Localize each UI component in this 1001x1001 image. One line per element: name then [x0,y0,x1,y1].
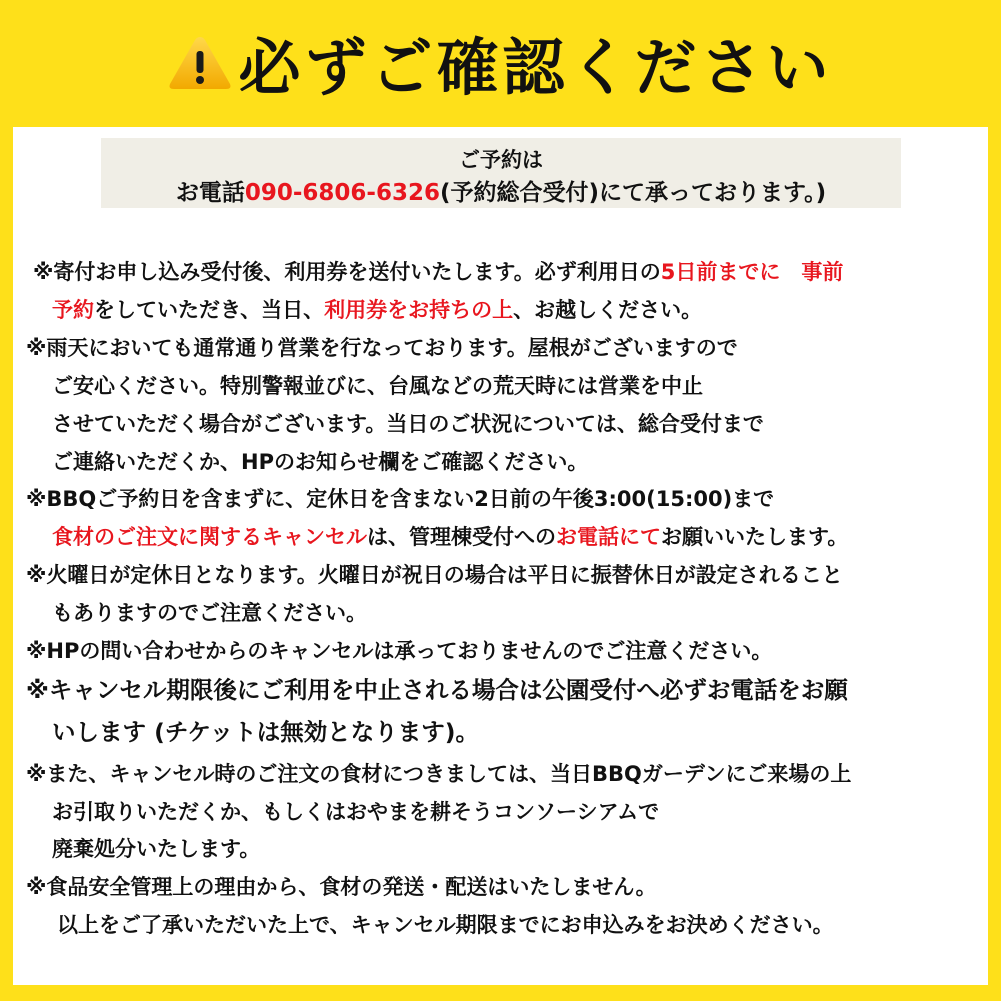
note-text: ※火曜日が定休日となります。火曜日が祝日の場合は平日に振替休日が設定されること [26,563,843,587]
note-line-17 [26,873,657,901]
note-text: いします (チケットは無効となります)。 [52,718,480,746]
note-text: お引取りいただくか、もしくはおやまを耕そうコンソーシアムで [52,800,660,824]
note-line-3 [26,334,738,362]
note-line-15 [52,798,659,826]
note-line-9 [26,561,843,589]
note-text: 、お越しください。 [513,298,703,322]
note-line-14 [26,760,851,788]
note-text: ※キャンセル期限後にご利用を中止される場合は公園受付へ必ずお電話をお願 [26,676,848,704]
highlight-text: お電話にて [556,525,661,549]
note-text: をしていただき、当日、 [94,298,325,322]
notice-prefix: お電話 [175,180,245,206]
note-line-1 [33,258,843,286]
note-line-10 [52,599,367,627]
note-text: ※BBQご予約日を含まずに、定休日を含まない2日前の午後3:00(15:00)まで [26,487,775,511]
note-text: させていただく場合がございます。当日のご状況については、総合受付まで [52,412,764,436]
note-line-12 [26,676,848,704]
note-line-7 [26,485,774,513]
note-text: ご連絡いただくか、HPのお知らせ欄をご確認ください。 [52,450,589,474]
note-line-18 [57,911,834,939]
notice-phone-line [101,174,901,207]
phone-number: 090-6806-6326 [244,180,440,206]
highlight-text: 予約 [52,298,94,322]
highlight-text: 利用券をお持ちの上 [324,298,514,322]
note-line-2 [52,296,702,324]
notice-heading: ご予約は [459,148,543,172]
note-text: は、管理棟受付への [367,525,556,549]
note-text: ※また、キャンセル時のご注文の食材につきましては、当日BBQガーデンにご来場の上 [26,762,852,786]
note-line-11 [26,637,772,665]
warning-icon [168,34,232,92]
header-inner [168,18,832,107]
header [0,0,1001,125]
note-line-4 [52,372,703,400]
highlight-text: 食材のご注文に関するキャンセル [52,525,367,549]
page-title: 必ずご確認ください [238,31,833,104]
note-line-13 [52,718,479,746]
note-text: ※HPの問い合わせからのキャンセルは承っておりませんのでご注意ください。 [26,639,773,663]
note-text: ※食品安全管理上の理由から、食材の発送・配送はいたしません。 [26,875,657,899]
note-line-16 [52,835,260,863]
reservation-notice [101,138,901,208]
note-text: 以上をご了承いただいた上で、キャンセル期限までにお申込みをお決めください。 [57,913,834,937]
note-line-8 [52,523,848,551]
note-line-5 [52,410,764,438]
note-line-6 [52,448,588,476]
highlight-text: 5日前までに 事前 [660,260,844,284]
note-text: ご安心ください。特別警報並びに、台風などの荒天時には営業を中止 [52,374,703,398]
note-text: 廃棄処分いたします。 [52,837,261,861]
note-text: もありますのでご注意ください。 [52,601,367,625]
note-text: ※雨天においても通常通り営業を行なっております。屋根がございますので [26,336,738,360]
note-text: ※寄付お申し込み受付後、利用券を送付いたします。必ず利用日の [33,260,661,284]
content-panel [13,127,988,985]
notice-suffix: (予約総合受付)にて承っております。) [439,180,827,206]
note-text: お願いいたします。 [661,525,849,549]
